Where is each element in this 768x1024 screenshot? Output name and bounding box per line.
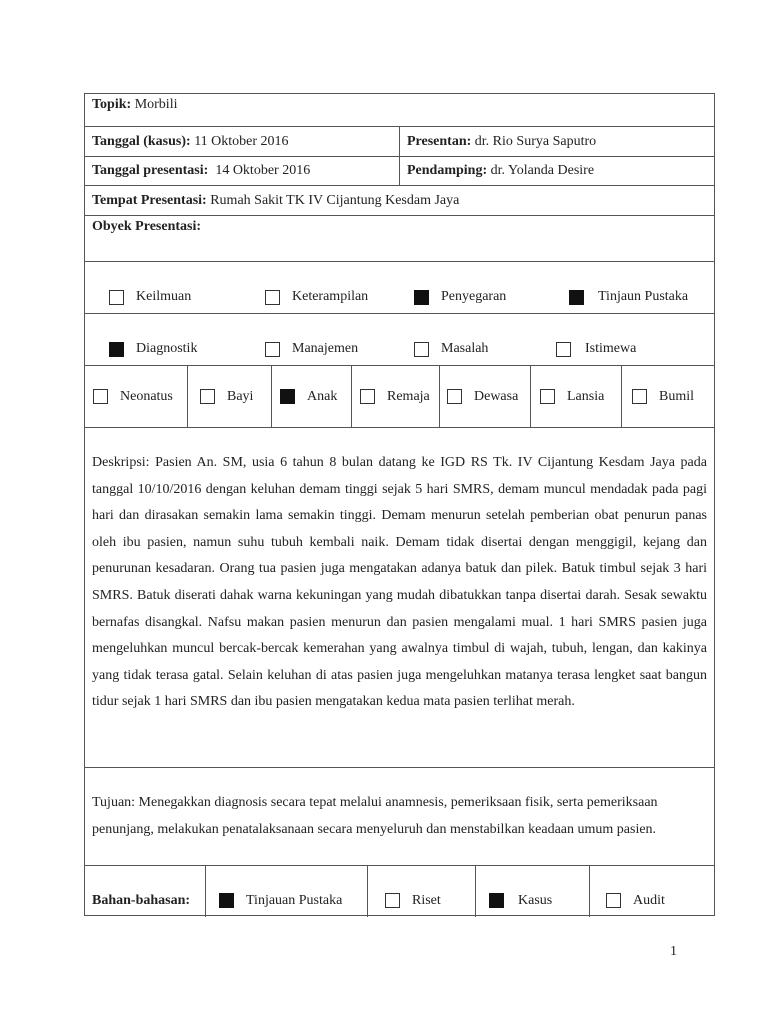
anak-label: Anak	[307, 388, 338, 404]
pendamping-label: Pendamping:	[407, 163, 488, 178]
lansia-label: Lansia	[567, 388, 605, 404]
tinjaun-pustaka-checkbox[interactable]	[569, 290, 584, 305]
topik-cell	[85, 94, 716, 126]
istimewa-checkbox[interactable]	[556, 342, 571, 357]
option-dewasa[interactable]	[440, 366, 531, 427]
lansia-checkbox[interactable]	[540, 389, 555, 404]
bayi-label: Bayi	[227, 388, 254, 404]
dewasa-label: Dewasa	[474, 388, 519, 404]
keilmuan-label: Keilmuan	[136, 289, 192, 304]
option-istimewa[interactable]	[556, 341, 636, 357]
diagnostik-label: Diagnostik	[136, 341, 198, 356]
option-masalah[interactable]	[414, 341, 488, 357]
tanggal-presentasi-cell	[85, 157, 400, 185]
masalah-label: Masalah	[441, 341, 489, 356]
option-keterampilan[interactable]	[265, 289, 368, 305]
tujuan-text: Tujuan: Menegakkan diagnosis secara tepat melalui anamnesis, pemeriksaan fisik, serta pemeriksaan penunjang, melakukan penatalaksanaan secara menyeluruh dan menstabilkan keadaan umum pasien.	[92, 795, 658, 837]
tempat-label: Tempat Presentasi:	[92, 192, 207, 208]
tinjauan-pustaka-label: Tinjauan Pustaka	[246, 892, 343, 908]
row-obyek-options-2	[85, 314, 714, 366]
riset-label: Riset	[412, 892, 441, 908]
tempat-cell	[85, 186, 716, 215]
bumil-checkbox[interactable]	[632, 389, 647, 404]
obyek-label: Obyek Presentasi:	[92, 219, 202, 234]
row-tanggal-presentasi	[85, 157, 714, 186]
row-deskripsi	[85, 428, 714, 768]
istimewa-label: Istimewa	[585, 341, 637, 356]
tanggal-presentasi-value: 14 Oktober 2016	[215, 163, 311, 178]
riset-checkbox[interactable]	[385, 893, 400, 908]
tanggal-kasus-cell	[85, 127, 400, 156]
topik-label: Topik:	[92, 97, 132, 112]
anak-checkbox[interactable]	[280, 389, 295, 404]
tempat-value: Rumah Sakit TK IV Cijantung Kesdam Jaya	[210, 192, 460, 208]
pendamping-cell	[400, 157, 716, 185]
option-tinjaun-pustaka[interactable]	[569, 289, 688, 305]
obyek-cell	[85, 216, 716, 261]
page-number: 1	[670, 944, 677, 959]
presentation-form	[84, 93, 715, 916]
neonatus-checkbox[interactable]	[93, 389, 108, 404]
bahan-label: Bahan-bahasan:	[92, 892, 191, 908]
option-anak[interactable]	[272, 366, 352, 427]
kasus-checkbox[interactable]	[489, 893, 504, 908]
option-manajemen[interactable]	[265, 341, 358, 357]
option-diagnostik[interactable]	[109, 341, 197, 357]
tanggal-presentasi-label: Tanggal presentasi:	[92, 163, 209, 178]
kasus-label: Kasus	[518, 892, 553, 908]
keterampilan-checkbox[interactable]	[265, 290, 280, 305]
audit-checkbox[interactable]	[606, 893, 621, 908]
diagnostik-checkbox[interactable]	[109, 342, 124, 357]
bumil-label: Bumil	[659, 388, 695, 404]
option-kasus[interactable]	[476, 866, 590, 917]
row-obyek	[85, 216, 714, 262]
presentan-label: Presentan:	[407, 133, 472, 149]
option-bumil[interactable]	[622, 366, 716, 427]
bayi-checkbox[interactable]	[200, 389, 215, 404]
penyegaran-checkbox[interactable]	[414, 290, 429, 305]
row-obyek-options-1	[85, 262, 714, 314]
presentan-cell	[400, 127, 716, 156]
option-tinjauan-pustaka[interactable]	[206, 866, 368, 917]
deskripsi-text: Deskripsi: Pasien An. SM, usia 6 tahun 8 bulan datang ke IGD RS Tk. IV Cijantung Kesdam Jaya pada tanggal 10/10/2016 dengan keluhan demam tinggi sejak 5 hari SMRS, demam muncul mendadak pada pagi hari dan dirasakan semakin lama semakin tinggi. Demam menurun setelah pemberian obat penurun panas oleh ibu pasien, namun suhu tubuh kembali naik. Demam tidak disertai dengan menggigil, kejang dan penurunan kesadaran. Orang tua pasien juga mengatakan adanya batuk dan pilek. Batuk timbul sejak 3 hari SMRS. Batuk diserati dahak warna kekuningan yang mudah dibatukkan tanpa disertai darah. Sesak sewaktu bernafas disangkal. Nafsu makan pasien menurun dan pasien mengalami mual. 1 hari SMRS pasien juga mengeluhkan muncul bercak-bercak kemerahan yang awalnya timbul di wajah, tubuh, lengan, dan kakinya yang tidak terasa gatal. Selain keluhan di atas pasien juga mengeluhkan matanya terasa lengket saat bangun tidur sejak 1 hari SMRS dan ibu pasien mengatakan kedua mata pasien terlihat merah.	[92, 455, 707, 710]
neonatus-label: Neonatus	[120, 388, 173, 404]
pendamping-value: dr. Yolanda Desire	[490, 163, 595, 178]
option-keilmuan[interactable]	[109, 289, 191, 305]
row-tujuan	[85, 768, 714, 866]
tanggal-kasus-label: Tanggal (kasus):	[92, 133, 191, 149]
presentan-value: dr. Rio Surya Saputro	[474, 133, 597, 149]
row-tanggal-kasus	[85, 127, 714, 157]
tinjaun-pustaka-label: Tinjaun Pustaka	[598, 289, 689, 304]
option-penyegaran[interactable]	[414, 289, 506, 305]
row-bahan	[85, 866, 714, 917]
option-remaja[interactable]	[352, 366, 440, 427]
bahan-label-cell	[85, 866, 206, 917]
tanggal-kasus-value: 11 Oktober 2016	[194, 133, 289, 149]
dewasa-checkbox[interactable]	[447, 389, 462, 404]
manajemen-label: Manajemen	[292, 341, 359, 356]
topik-value: Morbili	[134, 97, 178, 112]
row-tempat	[85, 186, 714, 216]
keilmuan-checkbox[interactable]	[109, 290, 124, 305]
penyegaran-label: Penyegaran	[441, 289, 507, 304]
tinjauan-pustaka-checkbox[interactable]	[219, 893, 234, 908]
option-bayi[interactable]	[188, 366, 272, 427]
keterampilan-label: Keterampilan	[292, 289, 369, 304]
option-riset[interactable]	[368, 866, 476, 917]
row-usia	[85, 366, 714, 428]
remaja-checkbox[interactable]	[360, 389, 375, 404]
audit-label: Audit	[633, 892, 665, 908]
masalah-checkbox[interactable]	[414, 342, 429, 357]
option-lansia[interactable]	[531, 366, 622, 427]
remaja-label: Remaja	[387, 388, 430, 404]
option-audit[interactable]	[590, 866, 716, 917]
manajemen-checkbox[interactable]	[265, 342, 280, 357]
option-neonatus[interactable]	[85, 366, 188, 427]
row-topik	[85, 94, 714, 127]
